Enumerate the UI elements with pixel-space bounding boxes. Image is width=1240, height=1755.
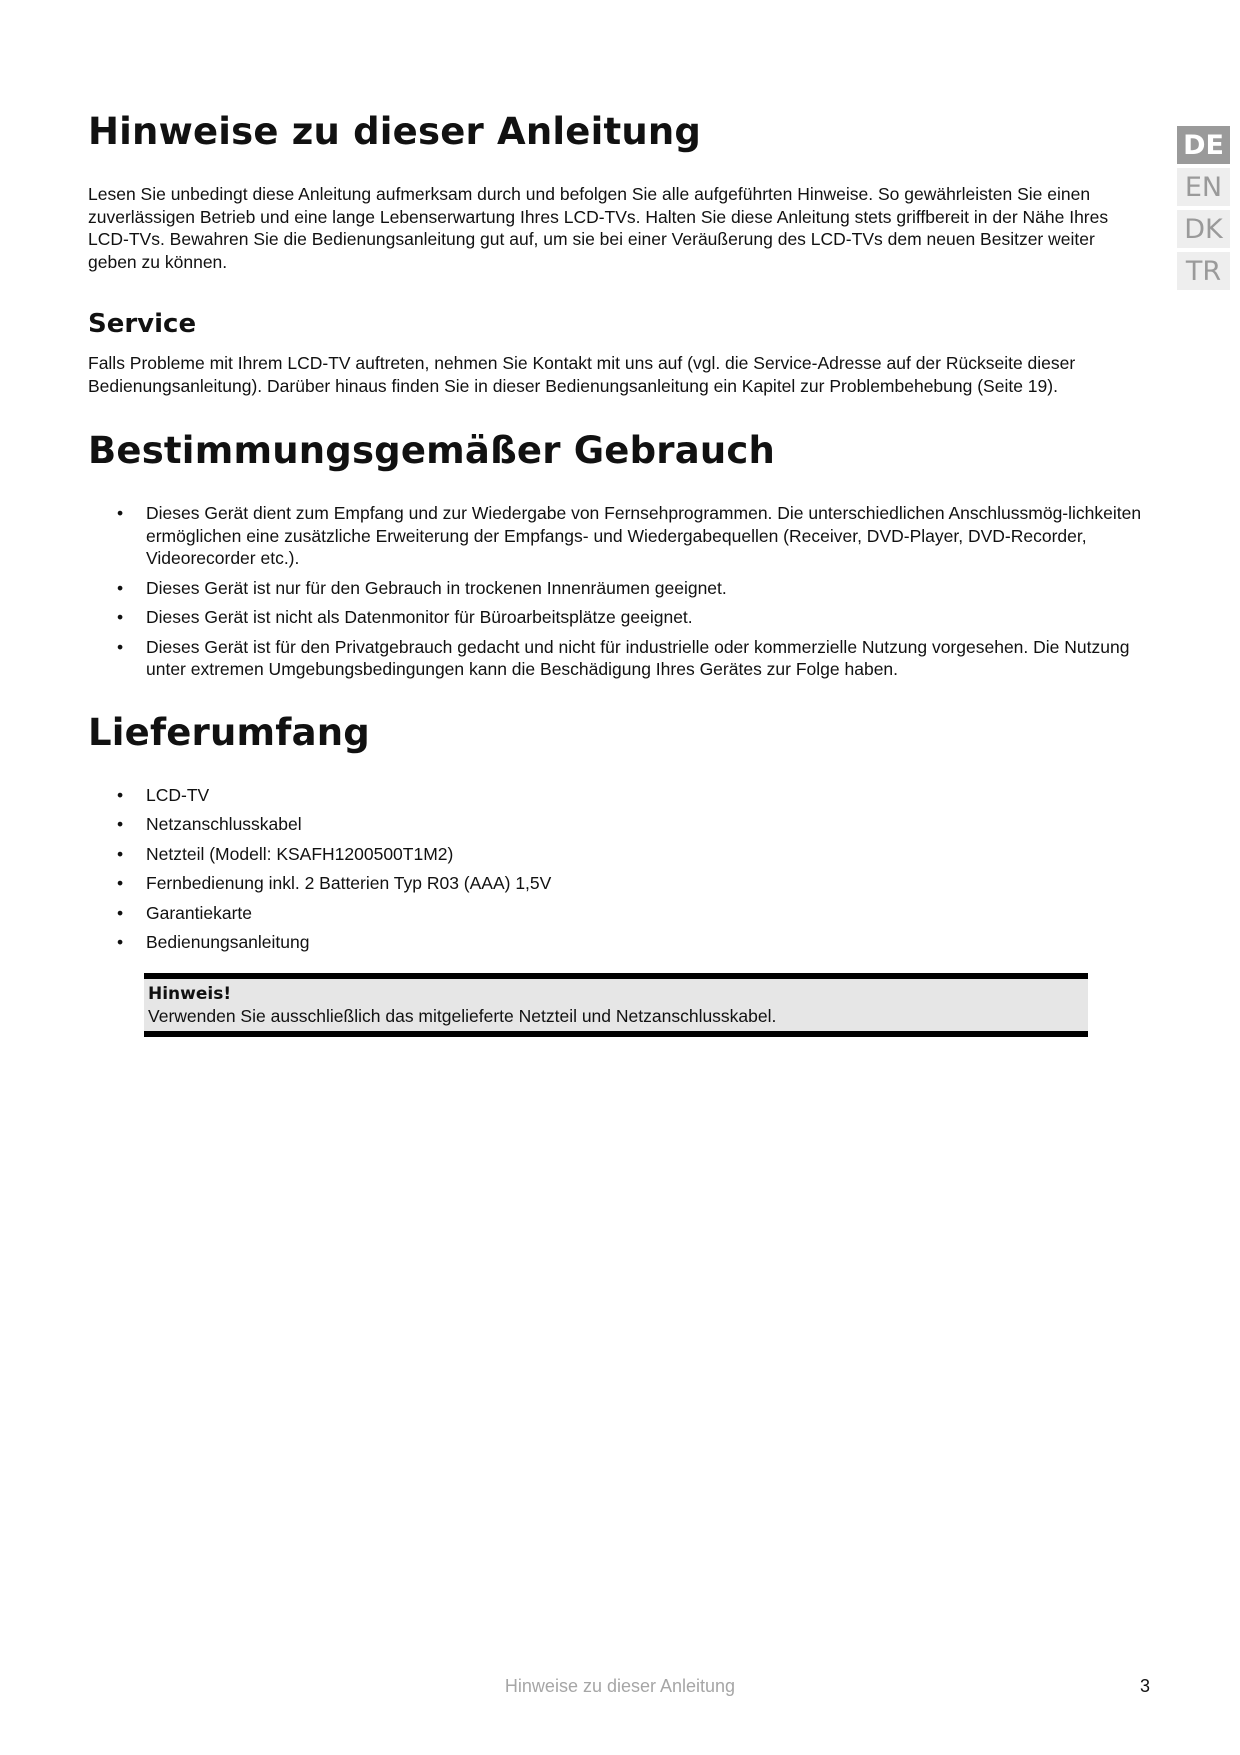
list-item: • LCD-TV bbox=[117, 784, 210, 805]
list-item: • Netzteil (Modell: KSAFH1200500T1M2) bbox=[117, 843, 454, 864]
list-item: • Dieses Gerät ist nicht als Datenmonitor für Büroarbeitsplätze geeignet. bbox=[117, 607, 693, 627]
lang-tab-tr[interactable]: TR bbox=[1177, 252, 1230, 290]
intended-use-list bbox=[88, 502, 1142, 681]
intended-use-heading: Bestimmungsgemäßer Gebrauch bbox=[88, 429, 776, 472]
intro-paragraph: Lesen Sie unbedingt diese Anleitung aufmerksam durch und befolgen Sie alle aufgeführten Hinweise. So gewährleisten Sie einen zuverlässigen Betrieb und eine lange Lebenserwartung Ihres LCD-TVs. Halten Sie diese Anleitung stets griffbereit in der Nähe Ihres LCD-TVs. Bewahren Sie die Bedienungsanleitung gut auf, um sie bei einer Veräußerung des LCD-TVs dem neuen Besitzer weiter geben zu können. bbox=[88, 184, 1109, 272]
bullet-icon: • bbox=[117, 503, 124, 523]
lang-tab-de[interactable]: DE bbox=[1177, 126, 1230, 164]
intro-heading: Hinweise zu dieser Anleitung bbox=[88, 110, 702, 153]
bullet-icon: • bbox=[117, 607, 124, 627]
page-number: 3 bbox=[1140, 1676, 1151, 1696]
language-tabs bbox=[1177, 126, 1230, 294]
footer-title: Hinweise zu dieser Anleitung bbox=[504, 1676, 736, 1696]
lang-tab-dk[interactable]: DK bbox=[1177, 210, 1230, 248]
delivery-list bbox=[88, 784, 1138, 954]
bullet-icon: • bbox=[117, 636, 124, 657]
list-item: • Dieses Gerät ist für den Privatgebrauch gedacht und nicht für industrielle oder kommerzielle Nutzung vorgesehen. Die Nutzung unter extremen Umgebungsbedingungen kann die Beschädigung Ihres Gerätes zur Folge haben. bbox=[117, 636, 1130, 679]
bullet-icon: • bbox=[117, 577, 124, 598]
service-paragraph: Falls Probleme mit Ihrem LCD-TV auftreten, nehmen Sie Kontakt mit uns auf (vgl. die Service-Adresse auf der Rückseite dieser Bedienungsanleitung). Darüber hinaus finden Sie in dieser Bedienungsanleitung ein Kapitel zur Problembehebung (Seite 19). bbox=[88, 353, 1076, 396]
note-box bbox=[144, 973, 1088, 1038]
list-item: • Garantiekarte bbox=[117, 902, 253, 923]
list-item: • Fernbedienung inkl. 2 Batterien Typ R03 (AAA) 1,5V bbox=[117, 873, 552, 893]
list-item: • Netzanschlusskabel bbox=[117, 814, 302, 834]
delivery-heading: Lieferumfang bbox=[88, 710, 370, 754]
lang-tab-en[interactable]: EN bbox=[1177, 168, 1230, 206]
bullet-icon: • bbox=[117, 784, 124, 805]
bullet-icon: • bbox=[117, 932, 124, 952]
list-item: • Bedienungsanleitung bbox=[117, 932, 310, 952]
bullet-icon: • bbox=[117, 843, 124, 864]
bullet-icon: • bbox=[117, 814, 124, 834]
bullet-icon: • bbox=[117, 902, 124, 923]
list-item: • Dieses Gerät dient zum Empfang und zur Wiedergabe von Fernsehprogrammen. Die unterschiedlichen Anschlussmög-lichkeiten ermöglichen eine zusätzliche Erweiterung der Empfangs- und Wiedergabequellen (Receiver, DVD-Player, DVD-Recorder, Videorecorder etc.). bbox=[117, 503, 1142, 568]
note-title: Hinweis! bbox=[148, 983, 232, 1004]
list-item: • Dieses Gerät ist nur für den Gebrauch in trockenen Innenräumen geeignet. bbox=[117, 577, 727, 598]
service-heading: Service bbox=[88, 309, 197, 339]
note-text: Verwenden Sie ausschließlich das mitgelieferte Netzteil und Netzanschlusskabel. bbox=[148, 1005, 777, 1026]
bullet-icon: • bbox=[117, 873, 124, 893]
page-content bbox=[88, 110, 1142, 1037]
